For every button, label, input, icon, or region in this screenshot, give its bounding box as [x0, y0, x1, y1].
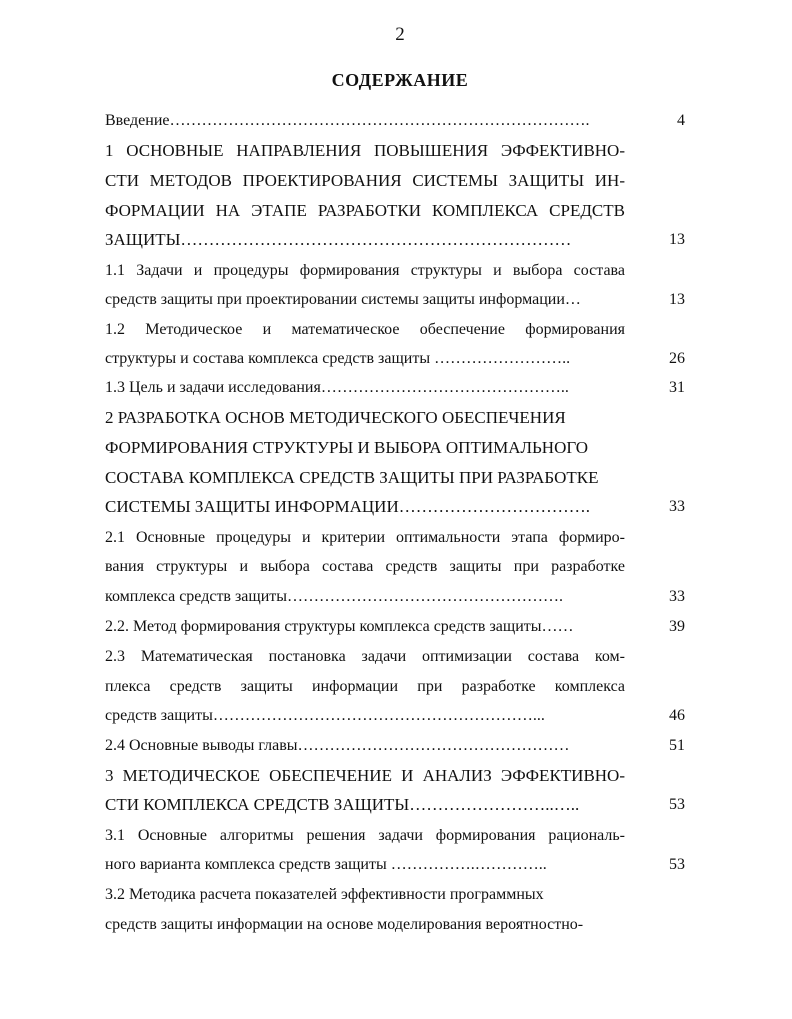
toc-chapter-3-line-2: СТИ КОМПЛЕКСА СРЕДСТВ ЗАЩИТЫ……………………..….. [105, 795, 580, 814]
toc-section-3-1-line-2: ного варианта комплекса средств защиты …………….………….. [105, 856, 547, 873]
toc-chapter-2-line-1: 2 РАЗРАБОТКА ОСНОВ МЕТОДИЧЕСКОГО ОБЕСПЕЧЕНИЯ [105, 408, 566, 427]
toc-entry-intro: Введение……………………………………………………………………. [105, 112, 590, 129]
toc-section-3-2-line-2: средств защиты информации на основе моделирования вероятностно- [105, 916, 584, 933]
toc-section-2-1-line-3: комплекса средств защиты……………………………………………. [105, 588, 564, 605]
toc-section-2-1-line-1: 2.1 Основные процедуры и критерии оптимальности этапа формиро- [105, 529, 625, 546]
toc-section-2-3-line-3: средств защиты……………………………………………………... [105, 707, 545, 724]
toc-page-number: 13 [669, 291, 685, 308]
toc-page-number: 33 [669, 588, 685, 605]
toc-section-3-1-line-1: 3.1 Основные алгоритмы решения задачи формирования рациональ- [105, 827, 625, 844]
toc-section-1-3: 1.3 Цель и задачи исследования……………………………………….. [105, 379, 569, 396]
toc-section-1-1-line-1: 1.1 Задачи и процедуры формирования структуры и выбора состава [105, 262, 625, 279]
toc-chapter-1-line-3: ФОРМАЦИИ НА ЭТАПЕ РАЗРАБОТКИ КОМПЛЕКСА СРЕДСТВ [105, 201, 625, 220]
toc-page-number: 46 [669, 707, 685, 724]
toc-chapter-1-line-2: СТИ МЕТОДОВ ПРОЕКТИРОВАНИЯ СИСТЕМЫ ЗАЩИТЫ ИН- [105, 171, 625, 190]
toc-section-2-3-line-2: плекса средств защиты информации при разработке комплекса [105, 678, 625, 695]
toc-page-number: 33 [669, 498, 685, 515]
toc-chapter-1-line-4: ЗАЩИТЫ…………………………………………………………… [105, 230, 572, 249]
toc-page-number: 39 [669, 618, 685, 635]
toc-page-number: 53 [669, 856, 685, 873]
toc-page-number: 51 [669, 737, 685, 754]
page-number: 2 [395, 24, 405, 45]
toc-section-2-4: 2.4 Основные выводы главы…………………………………………… [105, 737, 570, 754]
toc-section-2-2: 2.2. Метод формирования структуры комплекса средств защиты…… [105, 618, 574, 635]
toc-chapter-1-line-1: 1 ОСНОВНЫЕ НАПРАВЛЕНИЯ ПОВЫШЕНИЯ ЭФФЕКТИВНО- [105, 141, 625, 160]
toc-page-number: 31 [669, 379, 685, 396]
toc-chapter-2-line-2: ФОРМИРОВАНИЯ СТРУКТУРЫ И ВЫБОРА ОПТИМАЛЬНОГО [105, 438, 589, 457]
toc-page-number: 26 [669, 350, 685, 367]
toc-section-1-2-line-2: структуры и состава комплекса средств защиты …………………….. [105, 350, 571, 367]
toc-section-3-2-line-1: 3.2 Методика расчета показателей эффективности программных [105, 886, 544, 903]
toc-page-number: 4 [677, 112, 685, 129]
toc-section-2-1-line-2: вания структуры и выбора состава средств защиты при разработке [105, 558, 625, 575]
toc-section-2-3-line-1: 2.3 Математическая постановка задачи оптимизации состава ком- [105, 648, 625, 665]
toc-title: СОДЕРЖАНИЕ [331, 70, 469, 90]
toc-section-1-1-line-2: средств защиты при проектировании системы защиты информации… [105, 291, 581, 308]
toc-page-number: 13 [669, 231, 685, 248]
toc-chapter-2-line-3: СОСТАВА КОМПЛЕКСА СРЕДСТВ ЗАЩИТЫ ПРИ РАЗРАБОТКЕ [105, 468, 599, 487]
toc-chapter-3-line-1: 3 МЕТОДИЧЕСКОЕ ОБЕСПЕЧЕНИЕ И АНАЛИЗ ЭФФЕКТИВНО- [105, 766, 625, 785]
toc-section-1-2-line-1: 1.2 Методическое и математическое обеспечение формирования [105, 321, 625, 338]
toc-chapter-2-line-4: СИСТЕМЫ ЗАЩИТЫ ИНФОРМАЦИИ……………………………. [105, 497, 590, 516]
toc-page-number: 53 [669, 796, 685, 813]
